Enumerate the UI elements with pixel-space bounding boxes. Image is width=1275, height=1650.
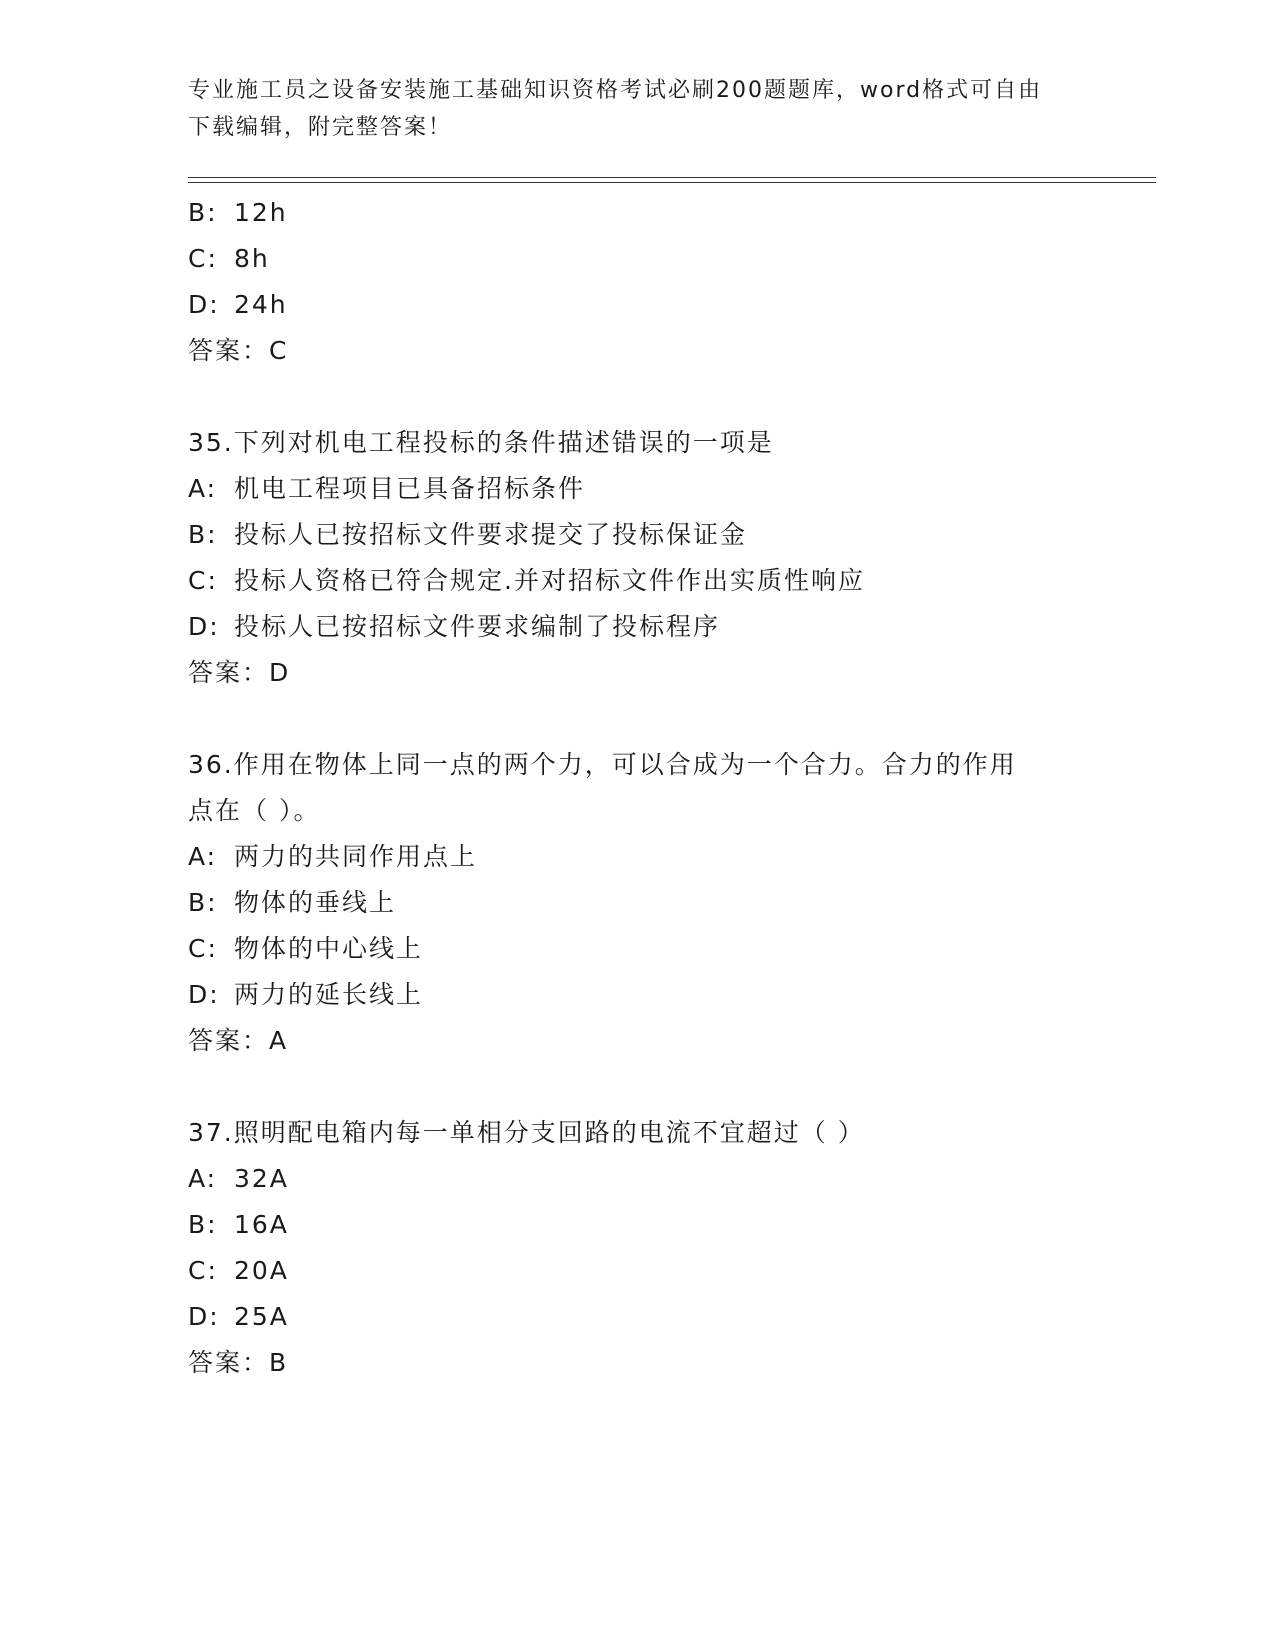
option-letter: C:: [188, 1256, 218, 1285]
question-stem: 36.作用在物体上同一点的两个力，可以合成为一个合力。合力的作用: [188, 750, 1017, 779]
header-divider-bottom: [188, 182, 1156, 183]
option-b: [188, 880, 1148, 926]
option-text: 投标人已按招标文件要求提交了投标保证金: [234, 520, 748, 549]
option-c: [188, 236, 1148, 282]
option-text: 8h: [234, 244, 270, 273]
option-letter: D:: [188, 612, 220, 641]
option-b: [188, 190, 1148, 236]
option-b: [188, 1202, 1148, 1248]
question-stem-continued: 点在（ ）。: [188, 796, 321, 825]
option-letter: B:: [188, 888, 218, 917]
option-letter: C:: [188, 244, 218, 273]
answer: 答案：D: [188, 658, 291, 687]
option-c: [188, 558, 1148, 604]
option-c: [188, 1248, 1148, 1294]
option-letter: A:: [188, 1164, 218, 1193]
option-letter: B:: [188, 1210, 218, 1239]
option-text: 32A: [234, 1164, 289, 1193]
option-d: [188, 1294, 1148, 1340]
option-a: [188, 1156, 1148, 1202]
option-letter: D:: [188, 1302, 220, 1331]
option-text: 机电工程项目已具备招标条件: [234, 474, 586, 503]
option-letter: D:: [188, 980, 220, 1009]
option-letter: B:: [188, 520, 218, 549]
option-a: [188, 834, 1148, 880]
option-text: 24h: [234, 290, 288, 319]
header-divider-top: [188, 177, 1156, 178]
option-text: 物体的垂线上: [234, 888, 397, 917]
option-letter: B:: [188, 198, 218, 227]
option-text: 两力的延长线上: [234, 980, 424, 1009]
answer: 答案：A: [188, 1026, 289, 1055]
question-stem: 37.照明配电箱内每一单相分支回路的电流不宜超过（ ）: [188, 1118, 865, 1147]
option-letter: C:: [188, 566, 218, 595]
option-d: [188, 282, 1148, 328]
spacer: [188, 374, 1148, 420]
header-line-2: 下载编辑，附完整答案！: [188, 115, 453, 140]
option-text: 16A: [234, 1210, 289, 1239]
option-b: [188, 512, 1148, 558]
question-stem: 35.下列对机电工程投标的条件描述错误的一项是: [188, 428, 774, 457]
option-text: 20A: [234, 1256, 289, 1285]
answer: 答案：C: [188, 336, 289, 365]
option-letter: A:: [188, 474, 218, 503]
option-letter: C:: [188, 934, 218, 963]
option-d: [188, 604, 1148, 650]
option-letter: D:: [188, 290, 220, 319]
option-d: [188, 972, 1148, 1018]
option-text: 物体的中心线上: [234, 934, 424, 963]
option-text: 投标人资格已符合规定.并对招标文件作出实质性响应: [234, 566, 865, 595]
spacer: [188, 1064, 1148, 1110]
option-c: [188, 926, 1148, 972]
option-text: 两力的共同作用点上: [234, 842, 478, 871]
header-line-1: 专业施工员之设备安装施工基础知识资格考试必刷200题题库，word格式可自由: [188, 78, 1043, 103]
option-text: 投标人已按招标文件要求编制了投标程序: [234, 612, 721, 641]
question-list: [188, 190, 1148, 1386]
option-letter: A:: [188, 842, 218, 871]
answer: 答案：B: [188, 1348, 289, 1377]
option-text: 12h: [234, 198, 288, 227]
option-a: [188, 466, 1148, 512]
document-header: [188, 72, 1068, 146]
spacer: [188, 696, 1148, 742]
option-text: 25A: [234, 1302, 289, 1331]
